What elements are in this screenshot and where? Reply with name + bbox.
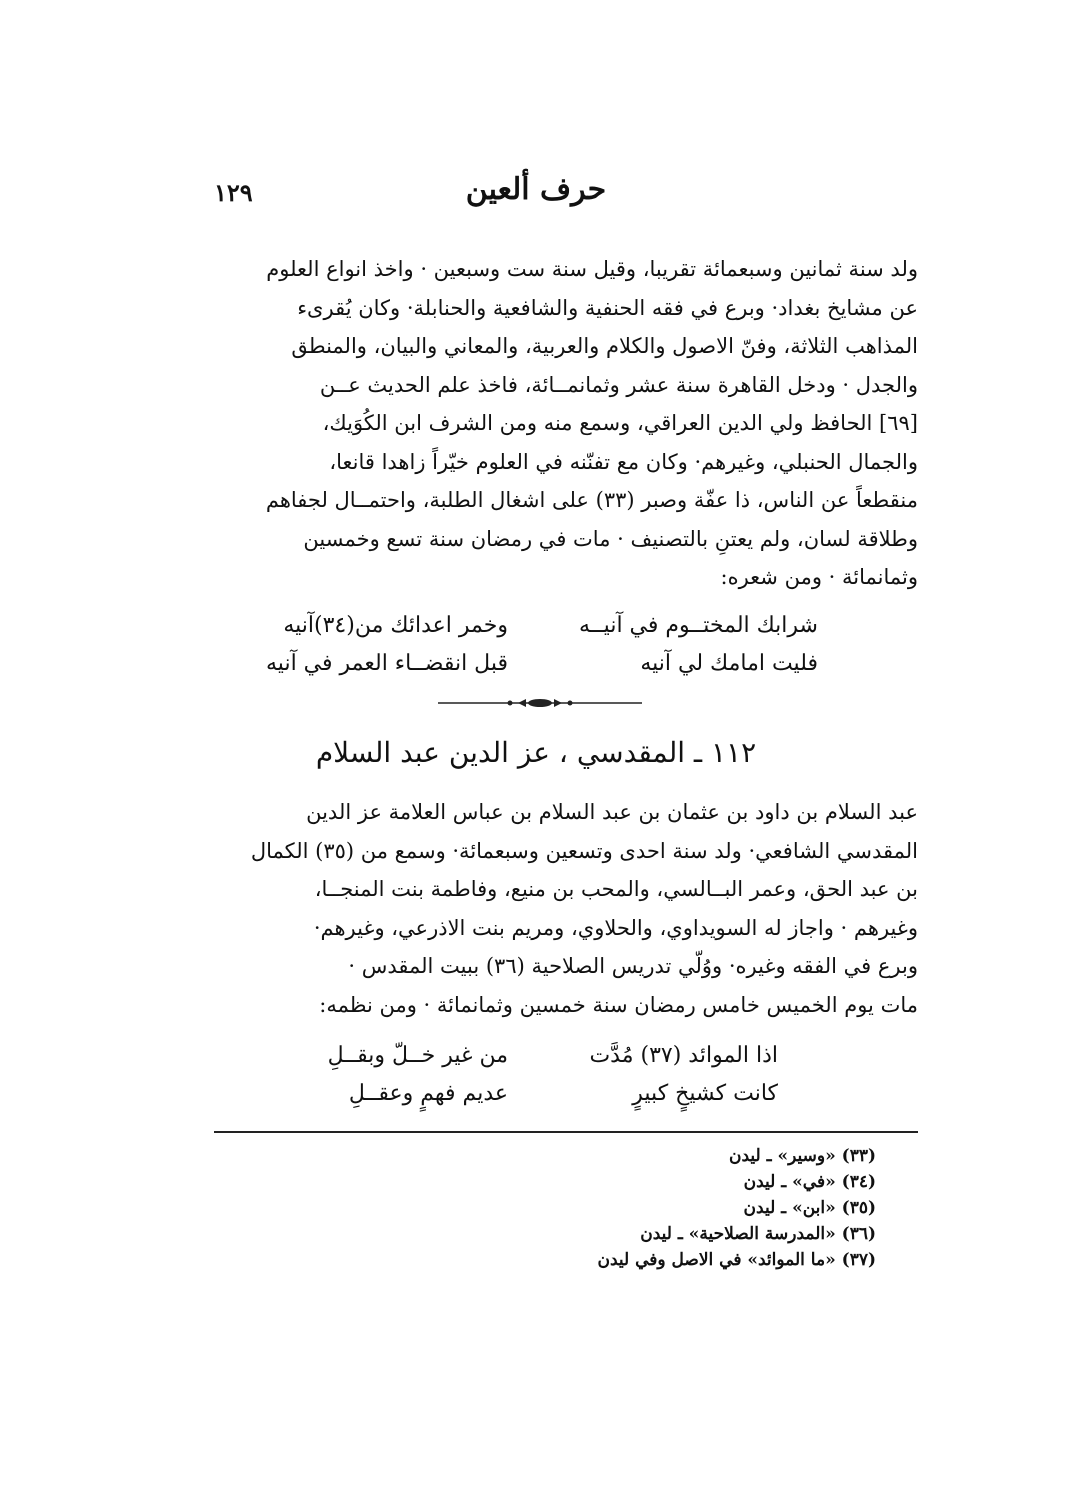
text-line: وطلاقة لسان، ولم يعتنِ بالتصنيف · مات في رمضان سنة تسع وخمسين — [303, 526, 918, 551]
entry-heading: ١١٢ ـ المقدسي ، عز الدين عبد السلام — [315, 736, 757, 769]
text-line: وثمانمائة · ومن شعره: — [720, 565, 918, 589]
poem-verses-1 — [258, 613, 818, 689]
verse-line — [258, 1081, 818, 1119]
verse-second-hemistich: وخمر اعدائك من(٣٤)آنيه — [283, 613, 508, 638]
poem-verses-2 — [258, 1043, 818, 1119]
footnote: (٣٧) «ما الموائد» في الاصل وفي ليدن — [597, 1250, 876, 1270]
verse-line — [258, 651, 818, 689]
ornamental-divider — [438, 696, 642, 710]
text-line: مات يوم الخميس خامس رمضان سنة خمسين وثمانمائة · ومن نظمه: — [319, 992, 918, 1017]
footnote: (٣٣) «وسير» ـ ليدن — [728, 1146, 876, 1166]
verse-first-hemistich: كانت كشيخٍ كبيرٍ — [632, 1081, 778, 1106]
verse-second-hemistich: عديم فهمٍ وعقــلِ — [348, 1081, 508, 1106]
text-line: وغيرهم · واجاز له السويداوي، والحلاوي، ومريم بنت الاذرعي، وغيرهم· — [313, 915, 918, 940]
footnote: (٣٦) «المدرسة الصلاحية» ـ ليدن — [640, 1224, 876, 1244]
verse-first-hemistich: اذا الموائد (٣٧) مُدَّت — [589, 1043, 778, 1068]
text-line: والجدل · ودخل القاهرة سنة عشر وثمانمــائة، فاخذ علم الحديث عــن — [319, 372, 918, 397]
text-line: منقطعاً عن الناس، ذا عفّة وصبر (٣٣) على اشغال الطلبة، واحتمــال لجفاهم — [265, 488, 918, 512]
text-line: ولد سنة ثمانين وسبعمائة تقريبا، وقيل سنة ست وسبعين · واخذ انواع العلوم — [266, 257, 918, 281]
paragraph-biography-1 — [214, 250, 918, 597]
text-line: وبرع في الفقه وغيره· ووُلّي تدريس الصلاحية (٣٦) ببيت المقدس · — [348, 954, 918, 978]
verse-second-hemistich: قبل انقضــاء العمر في آنيه — [266, 651, 508, 676]
verse-first-hemistich: فليت امامك لي آنيه — [640, 651, 818, 676]
text-line: والجمال الحنبلي، وغيرهم· وكان مع تفنّنه في العلوم خيّراً زاهدا قانعا، — [329, 449, 918, 474]
footnote: (٣٤) «في» ـ ليدن — [743, 1172, 876, 1192]
page-number: ١٢٩ — [214, 178, 253, 207]
text-line: عن مشايخ بغداد· وبرع في فقه الحنفية والشافعية والحنابلة· وكان يُقرىء — [297, 295, 918, 320]
footnotes — [456, 1143, 876, 1273]
verse-line — [258, 1043, 818, 1081]
verse-second-hemistich: من غير خــلّ وبقــلِ — [327, 1043, 508, 1068]
text-line: [٦٩] الحافظ ولي الدين العراقي، وسمع منه ومن الشرف ابن الكُوَيك، — [322, 411, 918, 435]
text-line: بن عبد الحق، وعمر البــالسي، والمحب بن منيع، وفاطمة بنت المنجــا، — [314, 877, 918, 901]
text-line: المذاهب الثلاثة، وفنّ الاصول والكلام والعربية، والمعاني والبيان، والمنطق — [291, 334, 918, 358]
verse-line — [258, 613, 818, 651]
running-header-title: حرف ألعين — [465, 172, 607, 207]
footnote: (٣٥) «ابن» ـ ليدن — [743, 1198, 876, 1218]
footnote-separator — [214, 1131, 918, 1133]
text-line: المقدسي الشافعي· ولد سنة احدى وتسعين وسبعمائة· وسمع من (٣٥) الكمال — [250, 838, 918, 863]
text-line: عبد السلام بن داود بن عثمان بن عبد السلام بن عباس العلامة عز الدين — [306, 800, 918, 824]
paragraph-biography-2 — [214, 793, 918, 1024]
verse-first-hemistich: شرابك المختــوم في آنيــه — [579, 613, 818, 638]
